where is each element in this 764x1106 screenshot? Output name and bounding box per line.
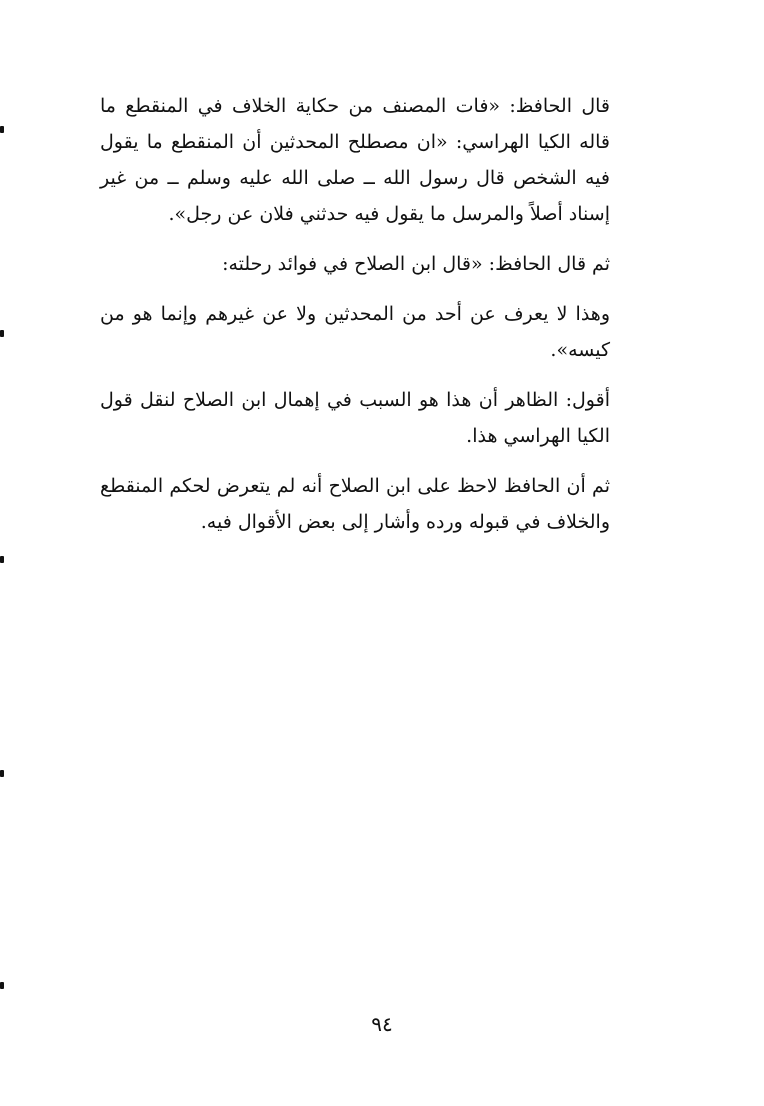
paragraph: قال الحافظ: «فات المصنف من حكاية الخلاف في المنقطع ما قاله الكيا الهراسي: «ان مصطلح المحدثين أن المنقطع ما يقول فيه الشخص قال رسول الله ــ صلى الله عليه وسلم ــ من غير إسناد أصلاً والمرسل ما يقول فيه حدثني فلان عن رجل». <box>100 95 610 225</box>
margin-mark <box>0 982 4 989</box>
body-text <box>100 88 610 554</box>
paragraph: ثم أن الحافظ لاحظ على ابن الصلاح أنه لم يتعرض لحكم المنقطع والخلاف في قبوله ورده وأشار إلى بعض الأقوال فيه. <box>100 475 610 533</box>
margin-mark <box>0 770 4 777</box>
paragraph: ثم قال الحافظ: «قال ابن الصلاح في فوائد رحلته: <box>222 253 610 275</box>
margin-mark <box>0 330 4 337</box>
paragraph: وهذا لا يعرف عن أحد من المحدثين ولا عن غيرهم وإنما هو من كيسه». <box>100 303 610 361</box>
page-number: ٩٤ <box>371 1012 393 1036</box>
paragraph: أقول: الظاهر أن هذا هو السبب في إهمال ابن الصلاح لنقل قول الكيا الهراسي هذا. <box>100 389 610 447</box>
margin-mark <box>0 556 4 563</box>
margin-mark <box>0 126 4 133</box>
